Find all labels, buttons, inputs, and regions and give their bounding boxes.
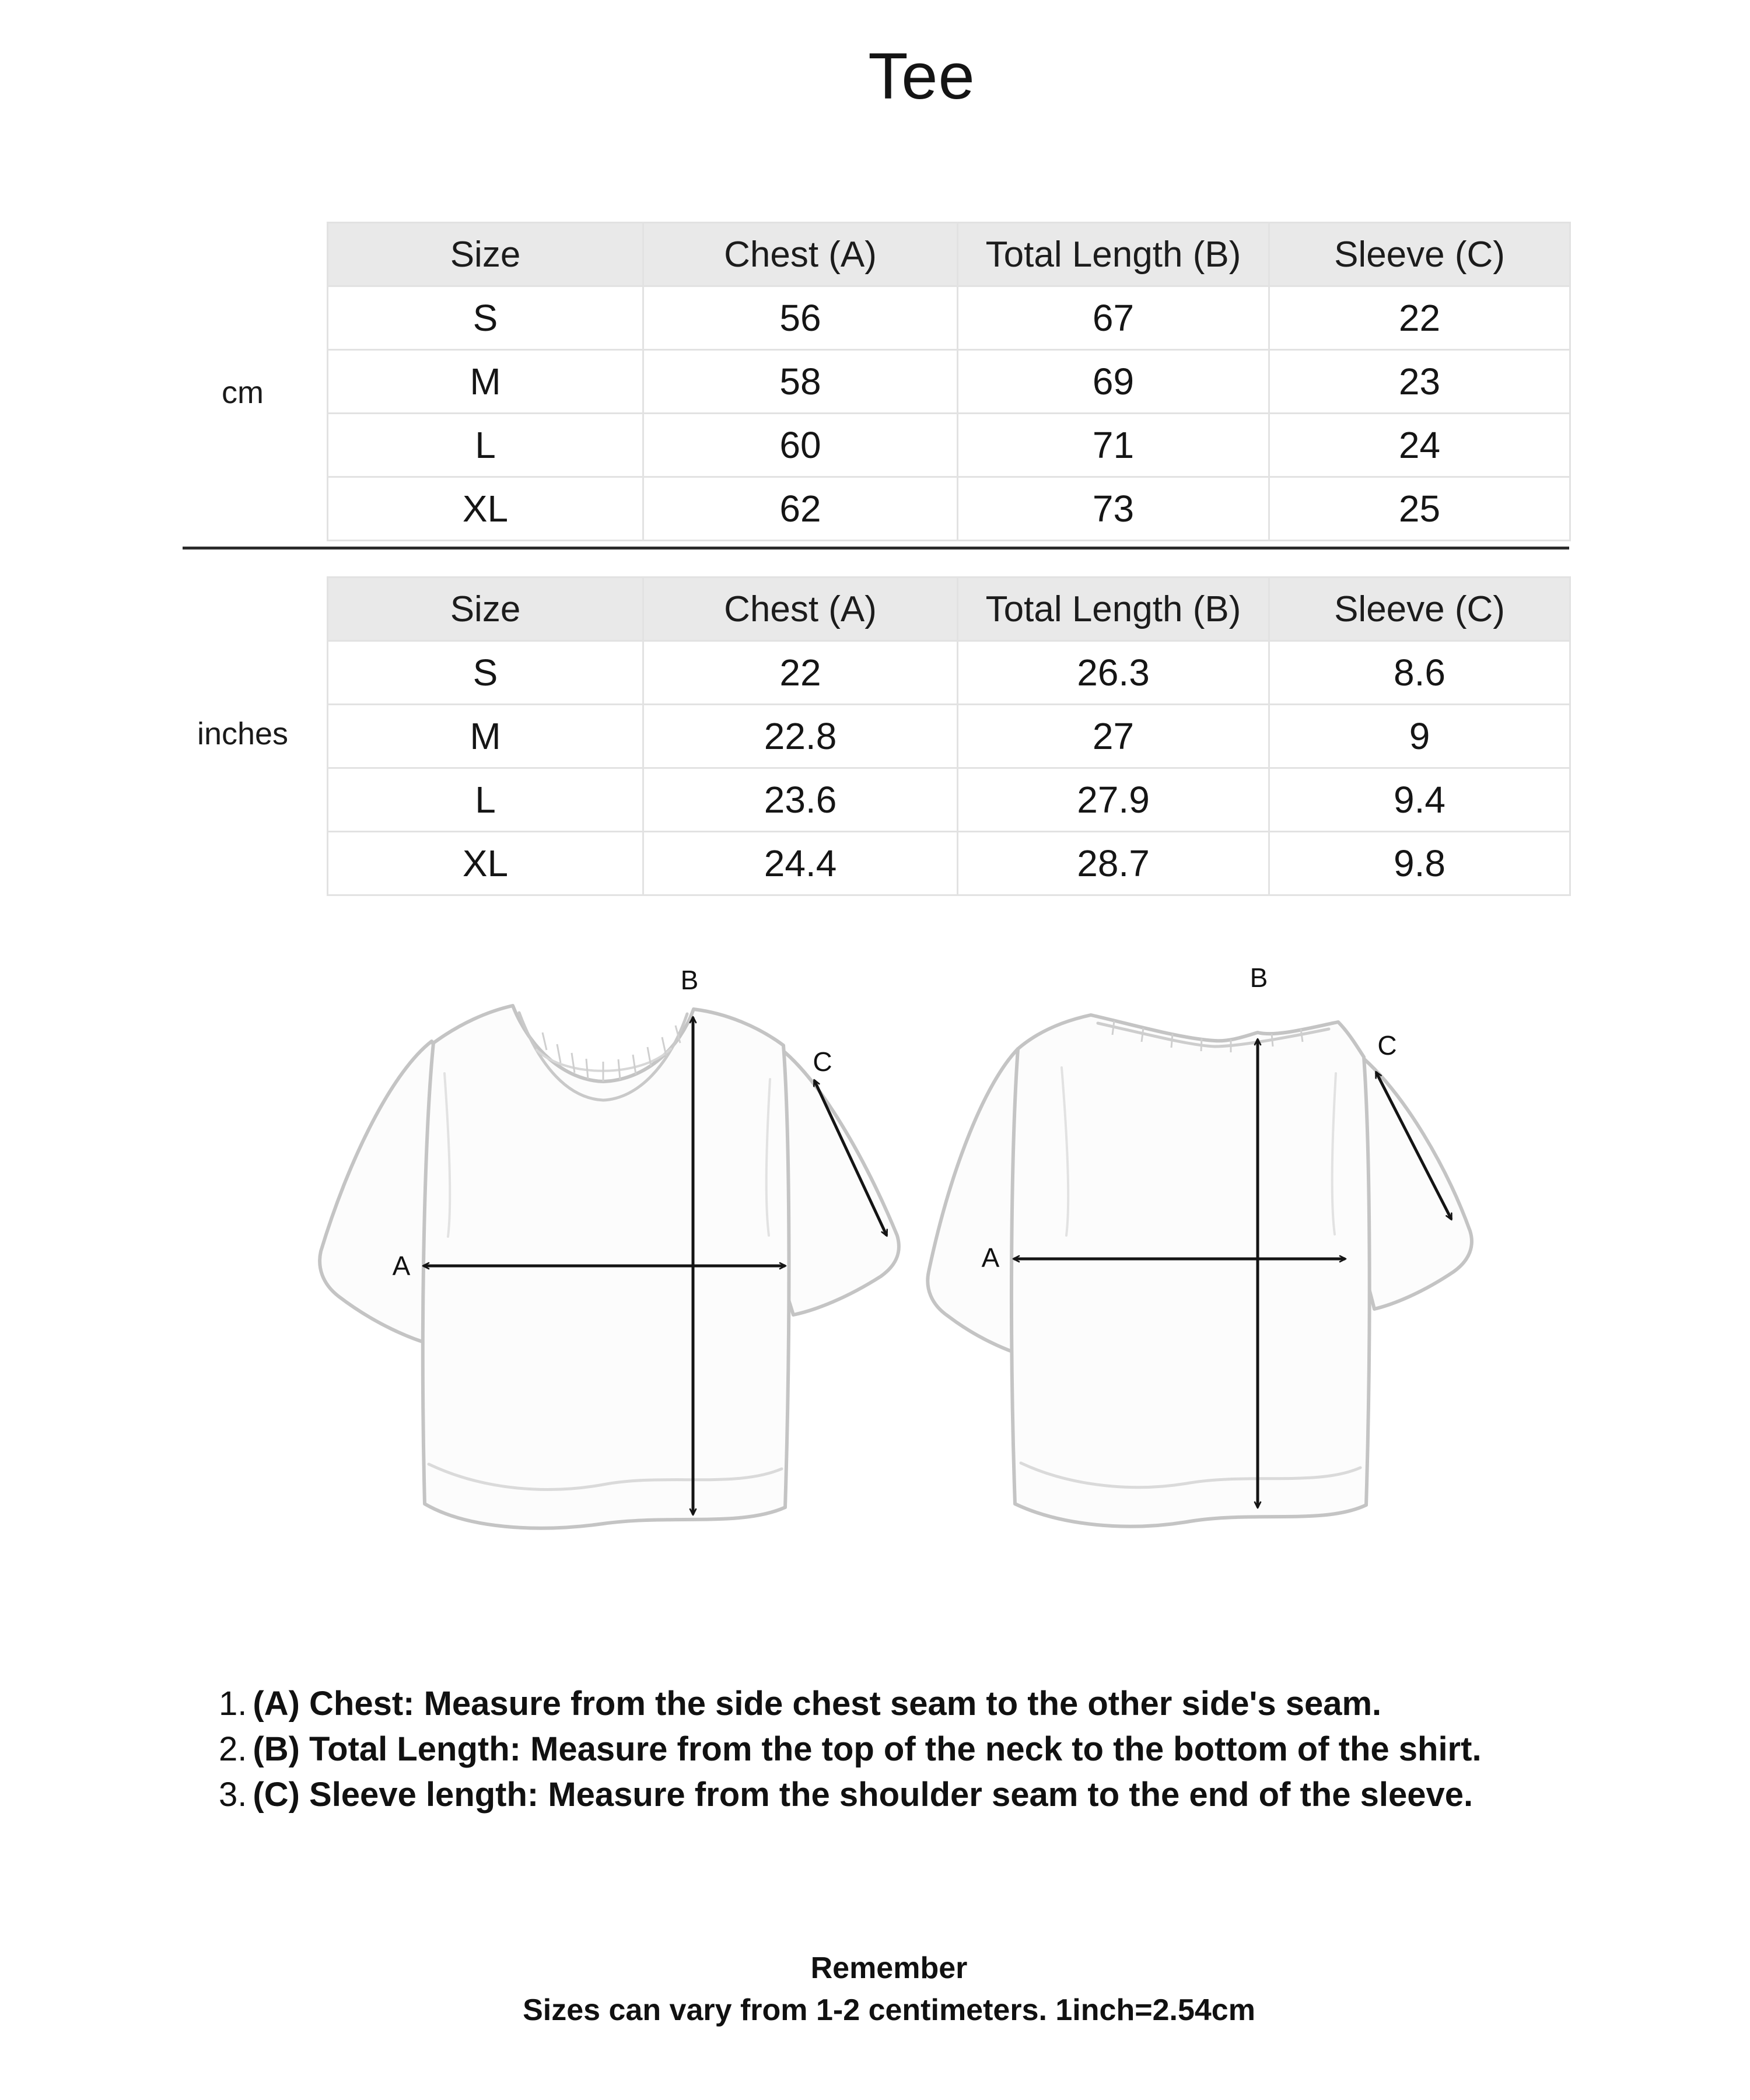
size-table-inches (327, 576, 1571, 896)
cell-sleeve: 24 (1269, 414, 1570, 477)
cell-length: 27.9 (958, 768, 1269, 832)
table-row (328, 705, 1570, 768)
cell-size: M (328, 350, 643, 414)
cell-size: XL (328, 477, 643, 541)
note-item (219, 1727, 1590, 1772)
tshirt-front-diagram (292, 957, 933, 1575)
note-number: 2. (219, 1730, 247, 1768)
note-text: (B) Total Length: Measure from the top of the neck to the bottom of the shirt. (253, 1730, 1482, 1768)
tshirt-back-diagram (916, 957, 1528, 1575)
page-title: Tee (868, 40, 975, 113)
cell-chest: 60 (643, 414, 958, 477)
cell-chest: 58 (643, 350, 958, 414)
unit-label-cm: cm (222, 375, 264, 410)
table-row (328, 832, 1570, 895)
table-row (328, 477, 1570, 541)
cell-sleeve: 22 (1269, 286, 1570, 350)
cell-sleeve: 25 (1269, 477, 1570, 541)
footer-reminder (364, 1947, 1414, 2031)
table-header-row (328, 578, 1570, 641)
cell-length: 73 (958, 477, 1269, 541)
column-header-chest: Chest (A) (643, 578, 958, 641)
cell-length: 28.7 (958, 832, 1269, 895)
table-row (328, 286, 1570, 350)
cell-size: L (328, 768, 643, 832)
cell-chest: 62 (643, 477, 958, 541)
front-sleeve-label: C (813, 1046, 832, 1077)
cell-length: 26.3 (958, 641, 1269, 705)
back-chest-label: A (981, 1242, 1000, 1273)
cell-chest: 23.6 (643, 768, 958, 832)
column-header-size: Size (328, 578, 643, 641)
column-header-size: Size (328, 223, 643, 286)
cell-size: S (328, 641, 643, 705)
cell-chest: 56 (643, 286, 958, 350)
cell-chest: 22 (643, 641, 958, 705)
column-header-length: Total Length (B) (958, 578, 1269, 641)
note-text: (C) Sleeve length: Measure from the shoulder seam to the end of the sleeve. (253, 1776, 1474, 1814)
table-row (328, 768, 1570, 832)
table-header-row (328, 223, 1570, 286)
cell-size: M (328, 705, 643, 768)
cell-length: 27 (958, 705, 1269, 768)
footer-heading: Remember (810, 1951, 968, 1985)
cell-sleeve: 8.6 (1269, 641, 1570, 705)
back-sleeve-label: C (1377, 1030, 1397, 1060)
column-header-chest: Chest (A) (643, 223, 958, 286)
column-header-sleeve: Sleeve (C) (1269, 223, 1570, 286)
cell-chest: 24.4 (643, 832, 958, 895)
cell-length: 69 (958, 350, 1269, 414)
measurement-notes (219, 1681, 1590, 1818)
note-number: 3. (219, 1776, 247, 1814)
back-length-label: B (1250, 963, 1268, 993)
cell-length: 67 (958, 286, 1269, 350)
column-header-sleeve: Sleeve (C) (1269, 578, 1570, 641)
cell-size: S (328, 286, 643, 350)
front-chest-label: A (392, 1251, 411, 1281)
column-header-length: Total Length (B) (958, 223, 1269, 286)
cell-chest: 22.8 (643, 705, 958, 768)
footer-note: Sizes can vary from 1-2 centimeters. 1inch=2.54cm (523, 1993, 1255, 2027)
note-item (219, 1772, 1590, 1818)
cell-size: L (328, 414, 643, 477)
size-table-cm (327, 222, 1571, 541)
section-divider (183, 547, 1569, 550)
note-item (219, 1681, 1590, 1727)
cell-length: 71 (958, 414, 1269, 477)
cell-sleeve: 23 (1269, 350, 1570, 414)
cell-size: XL (328, 832, 643, 895)
cell-sleeve: 9 (1269, 705, 1570, 768)
cell-sleeve: 9.8 (1269, 832, 1570, 895)
tshirt-back-sketch (928, 1015, 1472, 1527)
table-row (328, 350, 1570, 414)
table-row (328, 641, 1570, 705)
note-text: (A) Chest: Measure from the side chest seam to the other side's seam. (253, 1685, 1382, 1723)
front-length-label: B (680, 965, 699, 995)
note-number: 1. (219, 1685, 247, 1723)
unit-label-inches: inches (197, 716, 289, 751)
table-row (328, 414, 1570, 477)
cell-sleeve: 9.4 (1269, 768, 1570, 832)
